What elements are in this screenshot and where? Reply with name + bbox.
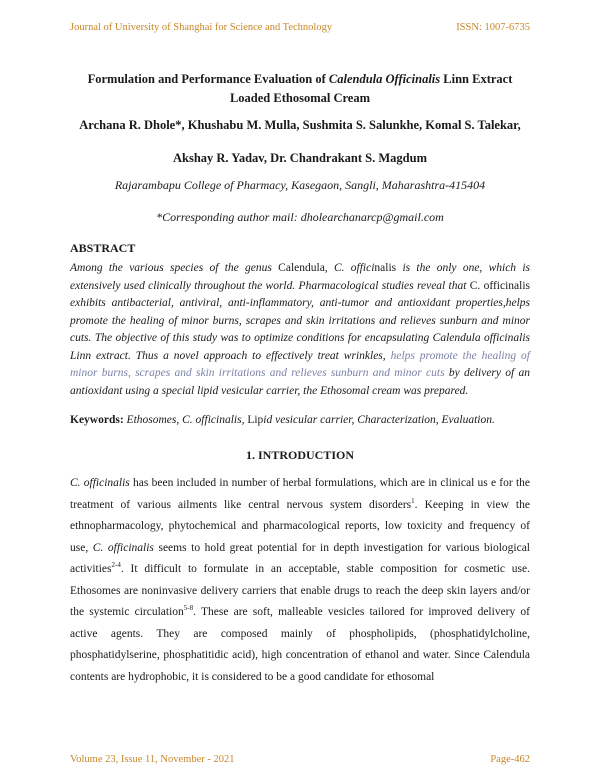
author-list-line2: Akshay R. Yadav, Dr. Chandrakant S. Magdum [172,151,427,165]
journal-name: Journal of University of Shanghai for Science and Technology [70,22,333,33]
volume-issue: Volume 23, Issue 11, November - 2021 [70,754,235,765]
page-number: Page-462 [490,754,530,765]
abstract-heading: ABSTRACT [70,241,136,255]
affiliation: Rajarambapu College of Pharmacy, Kasegaon, Sangli, Maharashtra-415404 [114,178,486,192]
issn-label: ISSN: 1007-6735 [456,22,530,33]
introduction-paragraph: C. officinalis has been included in number of herbal formulations, which are in clinical us e for the treatment of various ailments like central nervous system disorders$^1$. Keeping in view the ethnopharmacology, phytochemical and pharmacological reports, low toxicity and frequency of use, C. officinalis seems to hold great potential for in depth investigation for various biological activities$^{2-4}$. It difficult to formulate in an acceptable, stable composition for cosmetic use. Ethosomes are noninvasive delivery carriers that enable drugs to reach the deep skin layers and/or the systemic circulation$^{5-8}$. These are soft, malleable vesicles tailored for improved delivery of active agents. They are composed mainly of phospholipids, (phosphatidylcholine, phosphatidylserine, phosphatitidic acid), high concentration of ethanol and water. Since Calendula contents are hydrophobic, it is considered to be a good candidate for ethosomal [70,477,531,683]
author-list-line1: Archana R. Dhole*, Khushabu M. Mulla, Sushmita S. Salunkhe, Komal S. Talekar, [79,118,521,132]
paper-title: Formulation and Performance Evaluation of Calendula Officinalis Linn Extract Loaded Ethosomal Cream [87,72,513,105]
abstract-text: Among the various species of the genus Calendula, C. officinalis is the only one, which is extensively used clinically throughout the world. Pharmacological studies reveal that C. officinalis exhibits antibacterial, antiviral, anti-inflammatory, anti-tumor and antioxidant properties,helps promote the healing of minor burns, scrapes and skin irritations and relieves sunburn and minor cuts. The objective of this study was to optimize conditions for encapsulating Calendula officinalis Linn extract. Thus a novel approach to effectively treat wrinkles, helps promote the healing of minor burns, scrapes and skin irritations and relieves sunburn and minor cuts by delivery of an antioxidant using a special lipid vesicular carrier, the Ethosomal cream was prepared. [70,262,531,397]
section-heading-introduction: 1. INTRODUCTION [245,448,354,462]
keywords: Keywords: Ethosomes, C. officinalis, Lipid vesicular carrier, Characterization, Evaluation. [70,414,495,426]
corresponding-author: *Corresponding author mail: dholearchanarcp@gmail.com [156,210,444,224]
paper-body [70,70,530,688]
